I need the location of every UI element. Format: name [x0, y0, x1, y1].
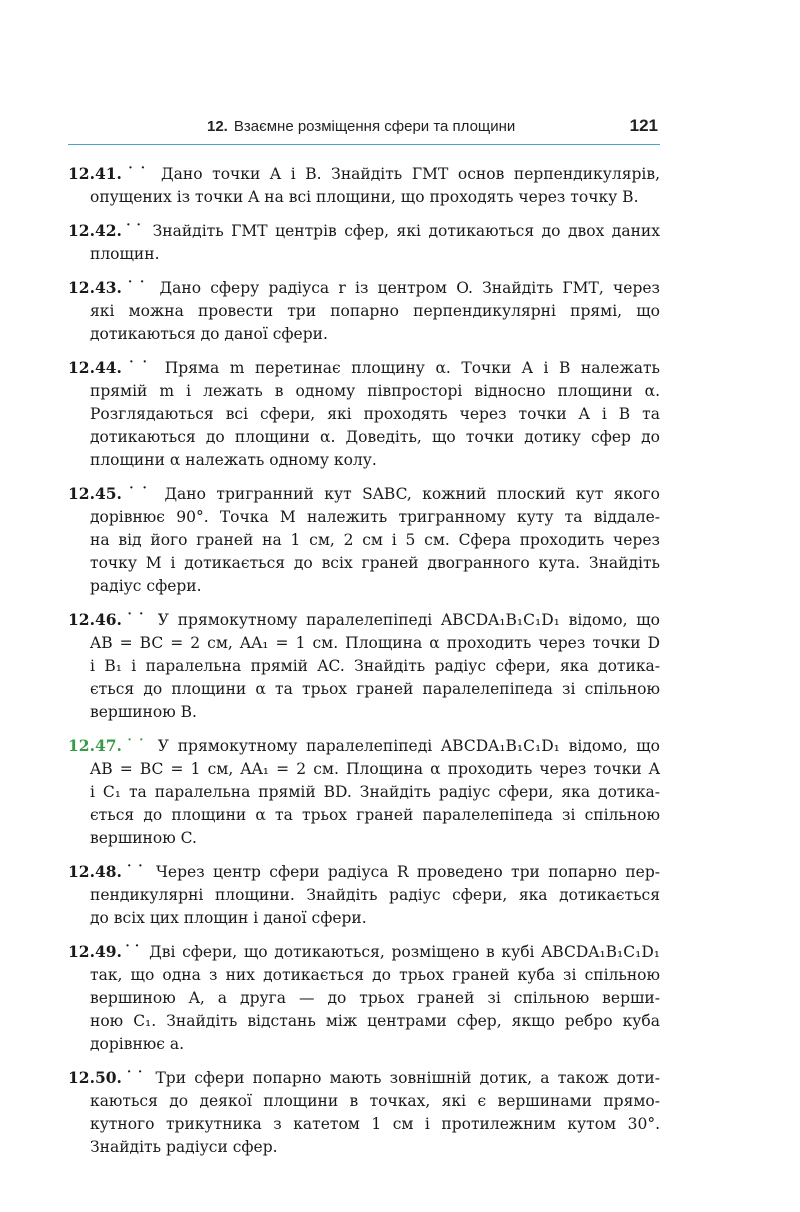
problem-number: 12.43.˙˙	[68, 278, 151, 297]
problem-text-line	[68, 1066, 660, 1090]
problem-item	[68, 608, 660, 724]
problem-text: вершиною B.	[90, 703, 197, 721]
problem-text: У прямокутному паралелепіпеді ABCDA₁B₁C₁D₁ відомо, що	[157, 737, 661, 755]
section-title	[207, 118, 515, 135]
problem-text: точку M і дотикається до всіх граней двогранного кута. Знайдіть	[90, 554, 660, 572]
problem-text-line	[68, 529, 660, 552]
problem-item	[68, 356, 660, 472]
problem-text-line	[68, 300, 660, 323]
problem-text-line	[68, 356, 660, 380]
problem-number: 12.50.˙˙	[68, 1068, 148, 1087]
problem-text: Дано сферу радіуса r із центром O. Знайдіть ГМТ, через	[159, 279, 660, 297]
problem-text-line	[68, 1010, 660, 1033]
problem-text: Знайдіть радіуси сфер.	[90, 1138, 278, 1156]
problem-text-line	[68, 781, 660, 804]
problem-item	[68, 276, 660, 346]
problem-text-line	[68, 323, 660, 346]
problem-item	[68, 940, 660, 1056]
problem-text: опущених із точки A на всі площини, що проходять через точку B.	[90, 188, 639, 206]
problem-text: Дві сфери, що дотикаються, розміщено в кубі ABCDA₁B₁C₁D₁	[149, 943, 660, 961]
problem-text-line	[68, 1090, 660, 1113]
problem-item	[68, 219, 660, 266]
page-header	[68, 116, 660, 145]
problem-text-line	[68, 1113, 660, 1136]
problem-text: вершиною A, а друга — до трьох граней зі спільною верши-	[90, 989, 660, 1007]
problem-text: дотикаються до даної сфери.	[90, 325, 328, 343]
problem-text: дорівнює 90°. Точка M належить тригранному куту та віддале-	[90, 508, 660, 526]
problem-text: радіус сфери.	[90, 577, 202, 595]
problem-text: Три сфери попарно мають зовнішній дотик, а також доти-	[155, 1069, 661, 1087]
problem-text-line	[68, 860, 660, 884]
problem-text: так, що одна з них дотикається до трьох граней куба зі спільною	[90, 966, 660, 984]
problem-text: ною C₁. Знайдіть відстань між центрами сфер, якщо ребро куба	[90, 1012, 660, 1030]
problem-list	[68, 162, 660, 1169]
problem-number: 12.49.˙˙	[68, 942, 143, 961]
problem-text-line	[68, 632, 660, 655]
problem-item	[68, 482, 660, 598]
problem-text-line	[68, 987, 660, 1010]
problem-text-line	[68, 162, 660, 186]
problem-text: ється до площини α та трьох граней паралелепіпеда зі спільною	[90, 806, 660, 824]
problem-number: 12.45.˙˙	[68, 484, 154, 503]
problem-text-line	[68, 804, 660, 827]
problem-text-line	[68, 1136, 660, 1159]
problem-text-line	[68, 276, 660, 300]
problem-text: ється до площини α та трьох граней паралелепіпеда зі спільною	[90, 680, 660, 698]
problem-text: Знайдіть ГМТ центрів сфер, які дотикаються до двох даних	[152, 222, 660, 240]
problem-text-line	[68, 219, 660, 243]
section-number: 12.	[207, 118, 228, 135]
problem-text: і B₁ і паралельна прямій AC. Знайдіть радіус сфери, яка дотика-	[90, 657, 660, 675]
problem-text: Пряма m перетинає площину α. Точки A і B належать	[164, 359, 660, 377]
problem-text-line	[68, 380, 660, 403]
problem-text-line	[68, 243, 660, 266]
problem-text: і C₁ та паралельна прямій BD. Знайдіть радіус сфери, яка дотика-	[90, 783, 660, 801]
problem-text: дотикаються до площини α. Доведіть, що точки дотику сфер до	[90, 428, 660, 446]
problem-text: на від його граней на 1 см, 2 см і 5 см. Сфера проходить через	[90, 531, 660, 549]
problem-number: 12.46.˙˙	[68, 610, 149, 629]
problem-item	[68, 734, 660, 850]
problem-text: Дано точки A і B. Знайдіть ГМТ основ перпендикулярів,	[161, 165, 660, 183]
problem-text: які можна провести три попарно перпендикулярні прямі, що	[90, 302, 660, 320]
problem-text-line	[68, 701, 660, 724]
problem-text-line	[68, 403, 660, 426]
problem-text: каються до деякої площини в точках, які є вершинами прямо-	[90, 1092, 660, 1110]
problem-item	[68, 860, 660, 930]
page-number: 121	[629, 116, 658, 135]
problem-text: площини α належать одному колу.	[90, 451, 377, 469]
problem-text: Розглядаються всі сфери, які проходять через точки A і B та	[90, 405, 660, 423]
problem-item	[68, 162, 660, 209]
problem-text-line	[68, 734, 660, 758]
problem-number: 12.44.˙˙	[68, 358, 155, 377]
problem-text-line	[68, 506, 660, 529]
problem-number: 12.42.˙˙	[68, 221, 146, 240]
problem-text-line	[68, 678, 660, 701]
problem-text-line	[68, 758, 660, 781]
problem-number: 12.47.˙˙	[68, 736, 149, 755]
problem-text-line	[68, 964, 660, 987]
problem-text: Дано тригранний кут SABC, кожний плоский кут якого	[164, 485, 661, 503]
problem-number: 12.41.˙˙	[68, 164, 152, 183]
problem-text-line	[68, 940, 660, 964]
problem-text-line	[68, 575, 660, 598]
problem-text-line	[68, 1033, 660, 1056]
problem-text: пендикулярні площини. Знайдіть радіус сфери, яка дотикається	[90, 886, 660, 904]
problem-text: Через центр сфери радіуса R проведено три попарно пер-	[155, 863, 660, 881]
problem-text-line	[68, 827, 660, 850]
problem-text: до всіх цих площин і даної сфери.	[90, 909, 367, 927]
problem-text: AB = BC = 1 см, AA₁ = 2 см. Площина α проходить через точки A	[90, 760, 660, 778]
problem-text: У прямокутному паралелепіпеді ABCDA₁B₁C₁D₁ відомо, що	[157, 611, 661, 629]
problem-text: AB = BC = 2 см, AA₁ = 1 см. Площина α проходить через точки D	[90, 634, 660, 652]
problem-text-line	[68, 655, 660, 678]
problem-text-line	[68, 552, 660, 575]
problem-text: кутного трикутника з катетом 1 см і протилежним кутом 30°.	[90, 1115, 660, 1133]
problem-text-line	[68, 884, 660, 907]
problem-text-line	[68, 482, 660, 506]
problem-text: вершиною C.	[90, 829, 197, 847]
problem-text: дорівнює a.	[90, 1035, 185, 1053]
problem-text-line	[68, 186, 660, 209]
problem-item	[68, 1066, 660, 1159]
problem-text-line	[68, 426, 660, 449]
problem-text: прямій m і лежать в одному півпросторі відносно площини α.	[90, 382, 660, 400]
problem-text: площин.	[90, 245, 160, 263]
section-title-text: Взаємне розміщення сфери та площини	[233, 118, 516, 135]
problem-number: 12.48.˙˙	[68, 862, 148, 881]
problem-text-line	[68, 608, 660, 632]
problem-text-line	[68, 907, 660, 930]
problem-text-line	[68, 449, 660, 472]
